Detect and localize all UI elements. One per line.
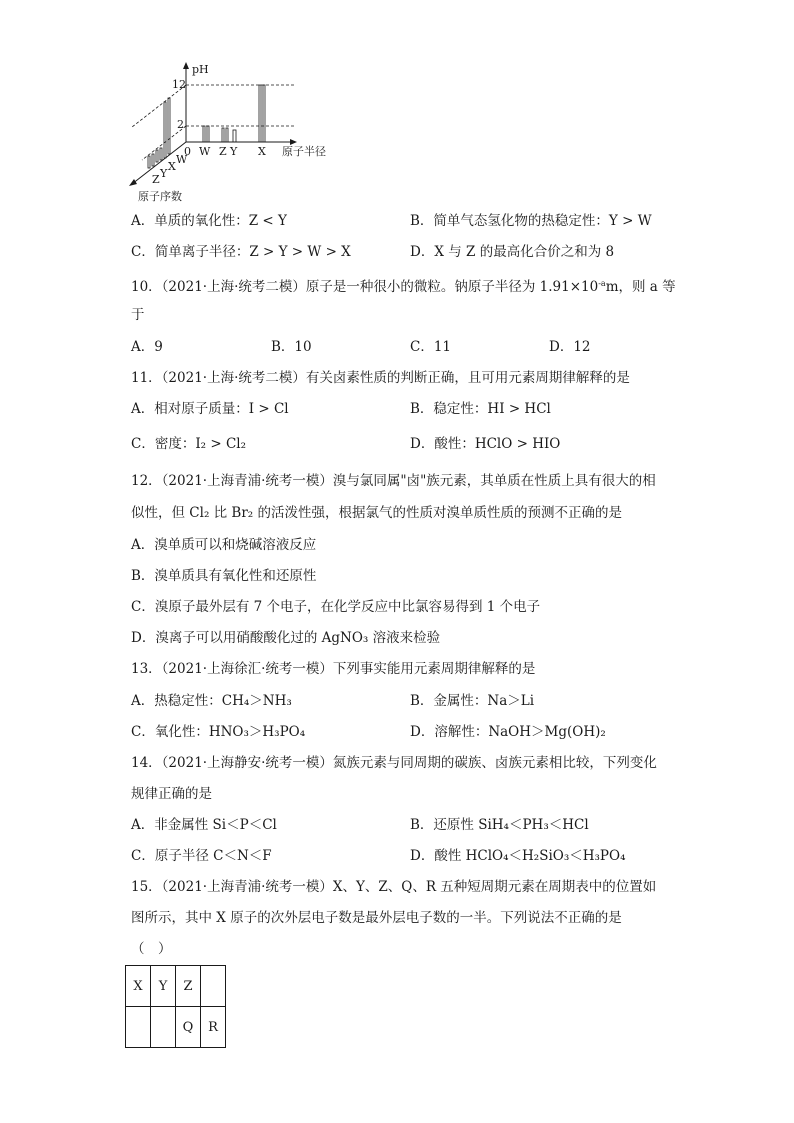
q13-option-d: D．溶解性：NaOH＞Mg(OH)₂ xyxy=(410,724,606,740)
diag-label-z: Z xyxy=(152,173,160,186)
q12-stem-line1: 12．（2021·上海青浦·统考一模）溴与氯同属"卤"族元素，其单质在性质上具有很大的相 xyxy=(131,473,656,489)
tick-12-label: 12 xyxy=(172,78,186,91)
q11-option-d: D．酸性：HClO > HIO xyxy=(410,436,561,452)
axis-radius-label: 原子半径 xyxy=(282,145,326,158)
q14-option-a: A．非金属性 Si＜P＜Cl xyxy=(131,817,277,833)
table-cell-x: X xyxy=(126,966,151,1007)
axis-number-label: 原子序数 xyxy=(138,190,182,203)
diag-label-w: W xyxy=(176,153,188,166)
q14-stem-line1: 14．（2021·上海静安·统考一模）氮族元素与同周期的碳族、卤族元素相比较，下列变化 xyxy=(131,755,657,771)
q9-option-c: C．简单离子半径：Z > Y > W > X xyxy=(131,244,351,260)
q13-option-c: C．氧化性：HNO₃＞H₃PO₄ xyxy=(131,724,306,740)
q15-stem-line3: （ ） xyxy=(131,941,172,957)
q10-option-c: C．11 xyxy=(410,339,452,355)
q11-stem: 11．（2021·上海·统考二模）有关卤素性质的判断正确，且可用元素周期律解释的是 xyxy=(131,370,630,386)
table-cell-z: Z xyxy=(176,966,201,1007)
bottom-label-x: X xyxy=(258,145,266,158)
q10-stem-line2: 于 xyxy=(131,307,145,323)
axis-ph-label: pH xyxy=(192,63,209,76)
table-cell-y: Y xyxy=(151,966,176,1007)
q10-option-b: B．10 xyxy=(271,339,312,355)
ph-radius-diagram xyxy=(118,60,358,205)
q12-option-a: A．溴单质可以和烧碱溶液反应 xyxy=(131,537,317,553)
origin-label: 0 xyxy=(184,145,191,158)
bottom-label-z: Z xyxy=(219,145,227,158)
q10-option-a: A．9 xyxy=(131,339,163,355)
table-cell-empty xyxy=(151,1007,176,1048)
table-cell-q: Q xyxy=(176,1007,201,1048)
bottom-label-y: Y xyxy=(230,145,238,158)
table-cell-empty xyxy=(201,966,226,1007)
q11-option-b: B．稳定性：HI > HCl xyxy=(410,401,551,417)
diag-label-x: X xyxy=(168,160,176,173)
q11-option-a: A．相对原子质量：I > Cl xyxy=(131,401,289,417)
diag-label-y: Y xyxy=(160,167,168,180)
q14-stem-line2: 规律正确的是 xyxy=(131,786,212,802)
q15-stem-line1: 15．（2021·上海青浦·统考一模）X、Y、Z、Q、R 五种短周期元素在周期表中的位置如 xyxy=(131,879,657,895)
bottom-label-w: W xyxy=(199,145,211,158)
table-cell-r: R xyxy=(201,1007,226,1048)
q12-option-b: B．溴单质具有氧化性和还原性 xyxy=(131,568,317,584)
q10-option-d: D．12 xyxy=(549,339,591,355)
q12-option-d: D．溴离子可以用硝酸酸化过的 AgNO₃ 溶液来检验 xyxy=(131,630,441,646)
table-row xyxy=(126,966,226,1007)
q10-stem-line1: 10．（2021·上海·统考二模）原子是一种很小的微粒。钠原子半径为 $1.91\times 10^{-a}m$，则 a 等 xyxy=(131,279,676,295)
q9-option-d: D．X 与 Z 的最高化合价之和为 8 xyxy=(410,244,615,260)
q13-stem: 13．（2021·上海徐汇·统考一模）下列事实能用元素周期律解释的是 xyxy=(131,661,536,677)
q15-stem-line2: 图所示，其中 X 原子的次外层电子数是最外层电子数的一半。下列说法不正确的是 xyxy=(131,910,622,926)
q12-option-c: C．溴原子最外层有 7 个电子，在化学反应中比氯容易得到 1 个电子 xyxy=(131,599,541,615)
q14-option-b: B．还原性 SiH₄＜PH₃＜HCl xyxy=(410,817,589,833)
tick-2-label: 2 xyxy=(177,118,184,131)
q9-option-a: A．单质的氧化性：Z < Y xyxy=(131,213,287,229)
q14-option-c: C．原子半径 C＜N＜F xyxy=(131,848,272,864)
q13-option-b: B．金属性：Na＞Li xyxy=(410,693,535,709)
periodic-table-fragment xyxy=(125,965,226,1048)
table-cell-empty xyxy=(126,1007,151,1048)
q12-stem-line2: 似性，但 Cl₂ 比 Br₂ 的活泼性强，根据氯气的性质对溴单质性质的预测不正确的是 xyxy=(131,505,623,521)
table-row xyxy=(126,1007,226,1048)
q14-option-d: D．酸性 HClO₄＜H₂SiO₃＜H₃PO₄ xyxy=(410,848,626,864)
q9-option-b: B．简单气态氢化物的热稳定性：Y > W xyxy=(410,213,652,229)
q11-option-c: C．密度：I₂ > Cl₂ xyxy=(131,436,247,452)
q13-option-a: A．热稳定性：CH₄＞NH₃ xyxy=(131,693,292,709)
